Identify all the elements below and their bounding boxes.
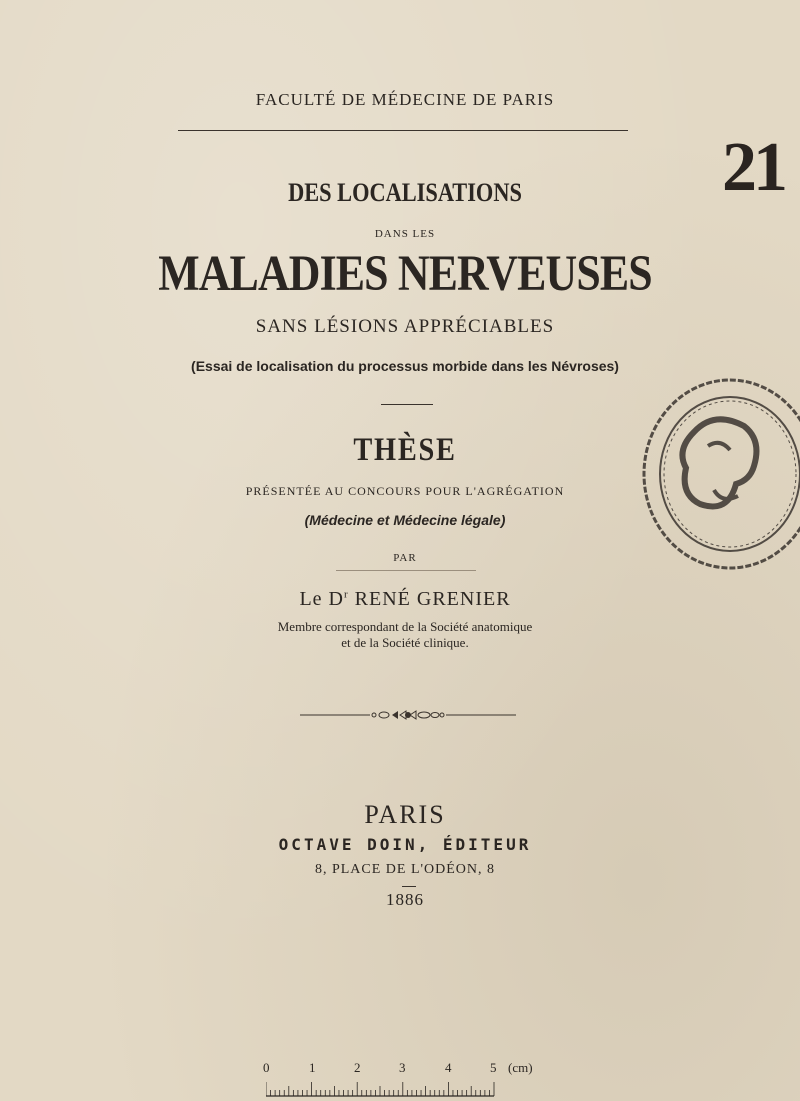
title-line-1: DES LOCALISATIONS (288, 178, 522, 207)
author-membership-2: et de la Société clinique. (341, 635, 469, 650)
by-label: PAR (393, 552, 417, 564)
scale-unit: (cm) (508, 1060, 533, 1075)
author-line (0, 588, 800, 611)
faculty-header: FACULTÉ DE MÉDECINE DE PARIS (255, 90, 555, 109)
scale-bar (258, 1060, 548, 1101)
scale-label-4: 4 (445, 1060, 452, 1075)
author-title-sup: r (343, 588, 349, 601)
section-divider (381, 404, 433, 405)
thesis-presented: PRÉSENTÉE AU CONCOURS POUR L'AGRÉGATION (245, 484, 565, 498)
library-seal-stamp (624, 372, 800, 578)
imprint-address: 8, PLACE DE L'ODÉON, 8 (314, 862, 496, 877)
author-membership-1: Membre correspondant de la Société anatomique (277, 619, 533, 634)
ornament-divider (300, 706, 516, 724)
address-rule (402, 886, 416, 887)
by-rule (336, 570, 476, 571)
imprint-city: PARIS (364, 800, 446, 829)
imprint-publisher: OCTAVE DOIN, ÉDITEUR (278, 835, 532, 854)
scale-label-1: 1 (309, 1060, 316, 1075)
scale-label-2: 2 (354, 1060, 361, 1075)
catalog-number: 21 (722, 129, 784, 206)
title-line-4: SANS LÉSIONS APPRÉCIABLES (255, 316, 555, 337)
subtitle: (Essai de localisation du processus morbide dans les Névroses) (191, 358, 619, 374)
author-name: RENÉ GRENIER (354, 588, 511, 610)
header-rule (178, 130, 628, 131)
scale-label-3: 3 (399, 1060, 406, 1075)
scale-label-5: 5 (490, 1060, 497, 1075)
imprint-year: 1886 (386, 890, 424, 909)
thesis-heading: THÈSE (353, 432, 457, 468)
title-line-2: DANS LES (374, 228, 436, 240)
scale-ticks (266, 1080, 498, 1098)
author-prefix: Le D (299, 588, 344, 610)
scale-label-0: 0 (263, 1060, 270, 1075)
thesis-field: (Médecine et Médecine légale) (304, 512, 506, 528)
title-line-3: MALADIES NERVEUSES (158, 246, 652, 302)
